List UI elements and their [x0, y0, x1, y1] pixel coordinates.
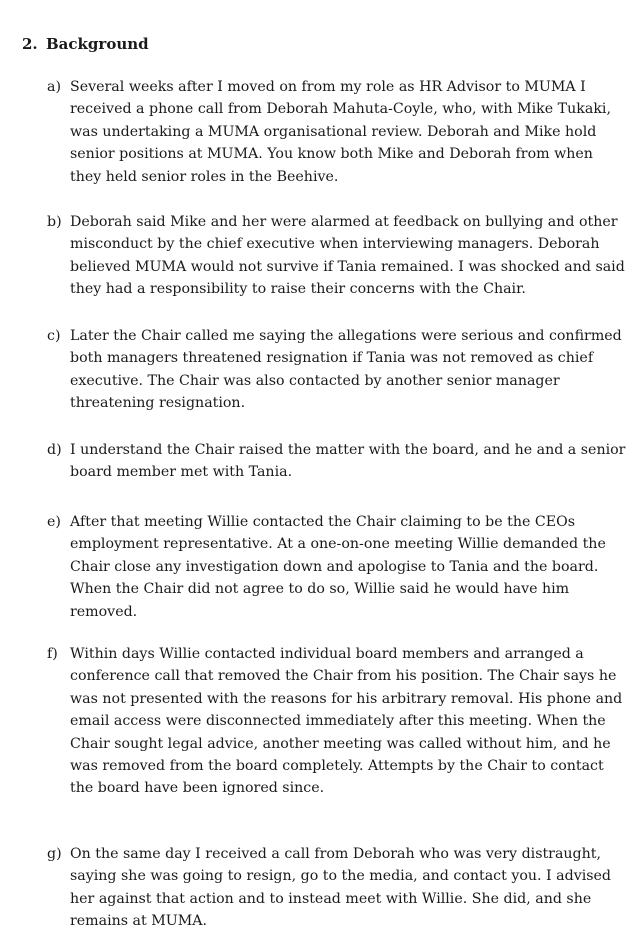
text-line: Later the Chair called me saying the allegations were serious and confirmed: [70, 328, 622, 344]
text-line: When the Chair did not agree to do so, Willie said he would have him: [70, 581, 570, 598]
list-item: [47, 643, 632, 800]
text-line: was undertaking a MUMA organisational review. Deborah and Mike hold: [70, 123, 597, 140]
text-line: was removed from the board completely. Attempts by the Chair to contact: [70, 758, 604, 775]
text-line: On the same day I received a call from Deborah who was very distraught,: [70, 846, 601, 862]
text-line: Deborah said Mike and her were alarmed at feedback on bullying and other: [70, 214, 618, 230]
list-item: [47, 843, 632, 933]
list-item: [47, 211, 632, 301]
text-line: they had a responsibility to raise their concerns with the Chair.: [70, 281, 526, 298]
text-line: both managers threatened resignation if Tania was not removed as chief: [70, 350, 594, 367]
text-line: board member met with Tania.: [70, 464, 293, 481]
list-item: [47, 439, 632, 484]
section-number: 2.: [22, 35, 38, 53]
item-text: [70, 511, 632, 623]
item-label: c): [47, 328, 61, 344]
item-text: [70, 76, 632, 188]
text-line: her against that action and to instead meet with Willie. She did, and she: [70, 890, 592, 907]
text-line: email access were disconnected immediately after this meeting. When the: [70, 713, 606, 730]
text-line: the board have been ignored since.: [70, 780, 325, 797]
list-item: [47, 511, 632, 623]
section-heading: [22, 35, 149, 53]
item-label: d): [47, 442, 62, 458]
text-line: employment representative. At a one-on-one meeting Willie demanded the: [70, 536, 606, 553]
text-line: believed MUMA would not survive if Tania remained. I was shocked and said: [70, 258, 625, 275]
text-line: Chair close any investigation down and apologise to Tania and the board.: [70, 558, 599, 575]
text-line: remains at MUMA.: [70, 913, 207, 930]
item-label: b): [47, 214, 62, 230]
text-line: saying she was going to resign, go to the media, and contact you. I advised: [70, 868, 612, 885]
text-line: Several weeks after I moved on from my role as HR Advisor to MUMA I: [70, 79, 586, 95]
text-line: was not presented with the reasons for his arbitrary removal. His phone and: [70, 690, 623, 707]
item-text: [70, 439, 632, 484]
item-text: [70, 843, 632, 933]
item-text: [70, 643, 632, 800]
item-label: a): [47, 79, 61, 95]
section-title: Background: [46, 35, 149, 53]
text-line: received a phone call from Deborah Mahuta-Coyle, who, with Mike Tukaki,: [70, 101, 611, 118]
text-line: Within days Willie contacted individual board members and arranged a: [70, 646, 584, 662]
text-line: removed.: [70, 603, 138, 620]
text-line: I understand the Chair raised the matter with the board, and he and a senior: [70, 442, 626, 458]
text-line: senior positions at MUMA. You know both Mike and Deborah from when: [70, 146, 593, 163]
text-line: misconduct by the chief executive when interviewing managers. Deborah: [70, 236, 600, 253]
text-line: conference call that removed the Chair from his position. The Chair says he: [70, 668, 617, 685]
item-label: g): [47, 846, 62, 862]
text-line: Chair sought legal advice, another meeting was called without him, and he: [70, 735, 611, 752]
list-item: [47, 76, 632, 188]
item-label: e): [47, 514, 61, 530]
text-line: executive. The Chair was also contacted by another senior manager: [70, 372, 560, 389]
text-line: threatening resignation.: [70, 395, 246, 412]
list-item: [47, 325, 632, 415]
item-label: f): [47, 646, 58, 662]
item-text: [70, 325, 632, 415]
item-text: [70, 211, 632, 301]
text-line: After that meeting Willie contacted the Chair claiming to be the CEOs: [70, 514, 575, 530]
text-line: they held senior roles in the Beehive.: [70, 168, 339, 185]
